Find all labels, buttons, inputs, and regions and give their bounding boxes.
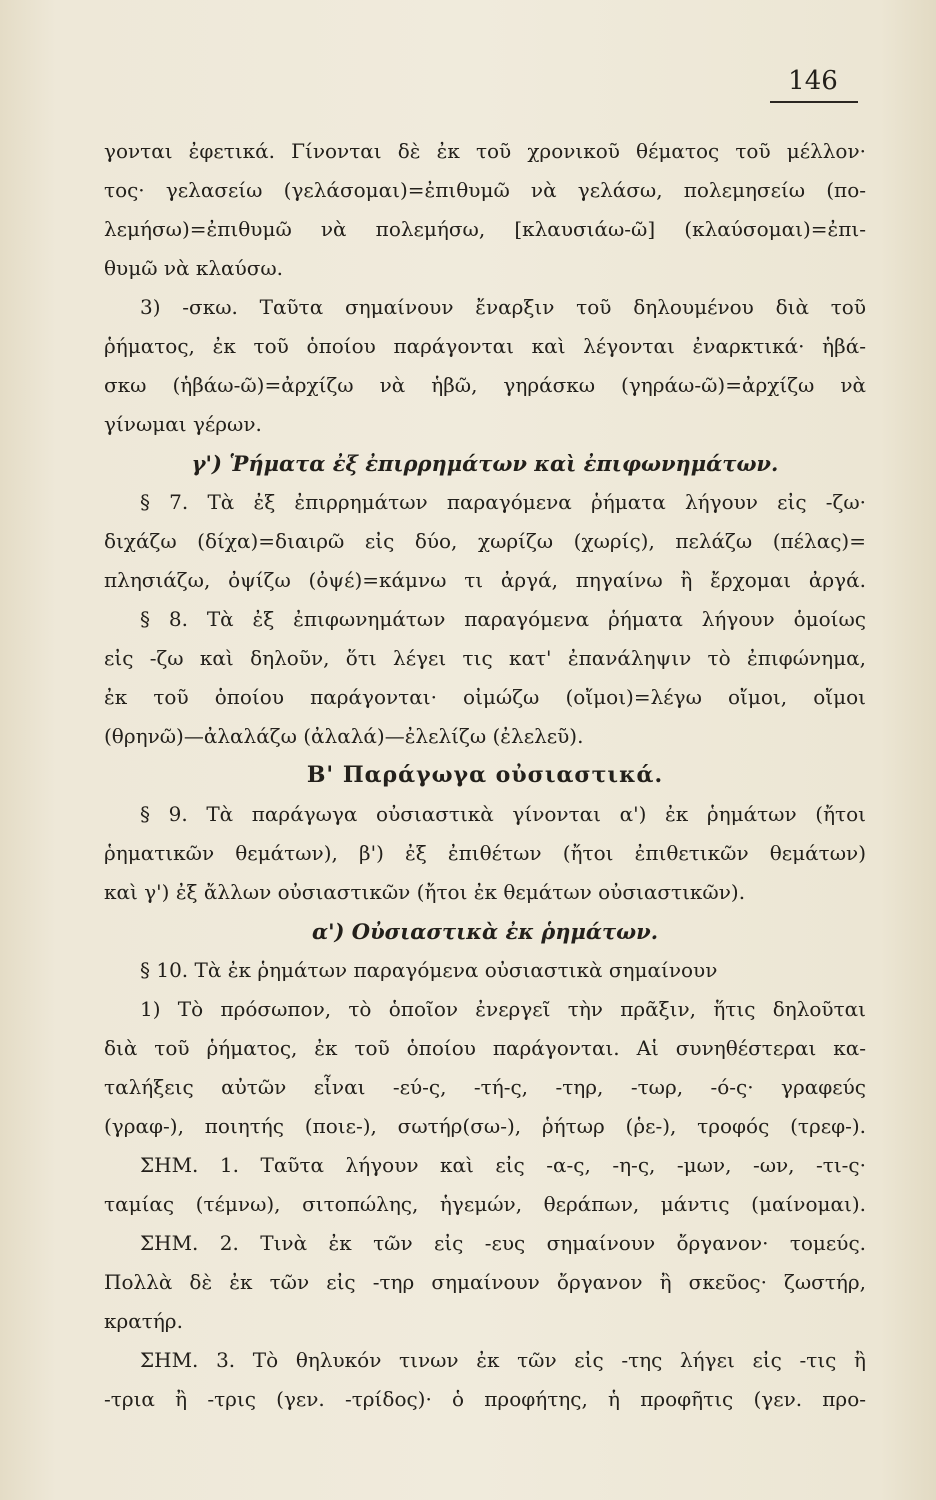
paragraph-9: § 9. Τὰ παράγωγα οὐσιαστικὰ γίνονται α') ἐκ ῥημάτων (ἤτοι — [140, 802, 866, 826]
paragraph-10: § 10. Τὰ ἐκ ῥημάτων παραγόμενα οὐσιαστικὰ σημαίνουν — [140, 958, 718, 982]
text-line: (θρηνῶ)—ἀλαλάζω (ἀλαλά)—ἐλελίζω (ἐλελεῦ). — [104, 724, 584, 748]
text-line: κρατήρ. — [104, 1309, 183, 1333]
text-line: σκω (ἡβάω-ῶ)=ἀρχίζω νὰ ἡβῶ, γηράσκω (γηράω-ῶ)=ἀρχίζω νὰ — [104, 373, 866, 397]
text-line: διὰ τοῦ ῥήματος, ἐκ τοῦ ὁποίου παράγονται. Αἱ συνηθέστεραι κα- — [104, 1036, 866, 1060]
section-heading-alpha: α') Οὐσιαστικὰ ἐκ ῥημάτων. — [311, 919, 659, 944]
text-line: τος· γελασείω (γελάσομαι)=ἐπιθυμῶ νὰ γελάσω, πολεμησείω (πο- — [104, 178, 866, 202]
text-line: γίνωμαι γέρων. — [104, 412, 262, 436]
text-line: -τρια ἢ -τρις (γεν. -τρίδος)· ὁ προφήτης, ἡ προφῆτις (γεν. προ- — [104, 1387, 866, 1411]
text-line: γονται ἐφετικά. Γίνονται δὲ ἐκ τοῦ χρονικοῦ θέματος τοῦ μέλλον· — [104, 139, 866, 163]
text-line: Πολλὰ δὲ ἐκ τῶν εἰς -τηρ σημαίνουν ὄργανον ἢ σκεῦος· ζωστήρ, — [104, 1270, 866, 1294]
text-line: καὶ γ') ἐξ ἄλλων οὐσιαστικῶν (ἤτοι ἐκ θεμάτων οὐσιαστικῶν). — [104, 880, 746, 904]
note-1: ΣΗΜ. 1. Ταῦτα λήγουν καὶ εἰς -α-ς, -η-ς, -μων, -ων, -τι-ς· — [140, 1153, 866, 1177]
page-number: 146 — [788, 66, 838, 96]
text-line: ταμίας (τέμνω), σιτοπώλης, ἡγεμών, θεράπων, μάντις (μαίνομαι). — [104, 1192, 866, 1216]
text-line: ταλήξεις αὐτῶν εἶναι -εύ-ς, -τή-ς, -τηρ, -τωρ, -ό-ς· γραφεύς — [104, 1075, 866, 1099]
note-2: ΣΗΜ. 2. Τινὰ ἐκ τῶν εἰς -ευς σημαίνουν ὄργανον· τομεύς. — [140, 1231, 866, 1255]
page-number-rule — [770, 101, 858, 103]
text-line: διχάζω (δίχα)=διαιρῶ εἰς δύο, χωρίζω (χωρίς), πελάζω (πέλας)= — [104, 529, 866, 553]
text-line: 1) Τὸ πρόσωπον, τὸ ὁποῖον ἐνεργεῖ τὴν πρᾶξιν, ἥτις δηλοῦται — [140, 997, 866, 1021]
paragraph-8: § 8. Τὰ ἐξ ἐπιφωνημάτων παραγόμενα ῥήματα λήγουν ὁμοίως — [140, 607, 866, 631]
text-line: ἐκ τοῦ ὁποίου παράγονται· οἰμώζω (οἴμοι)=λέγω οἴμοι, οἴμοι — [104, 685, 866, 709]
section-heading-b: Β' Παράγωγα οὐσιαστικά. — [306, 762, 664, 788]
text-line: ῥηματικῶν θεμάτων), β') ἐξ ἐπιθέτων (ἤτοι ἐπιθετικῶν θεμάτων) — [104, 841, 866, 865]
section-heading-gamma: γ') Ῥήματα ἐξ ἐπιρρημάτων καὶ ἐπιφωνημάτων. — [191, 451, 779, 476]
text-line: 3) -σκω. Ταῦτα σημαίνουν ἔναρξιν τοῦ δηλουμένου διὰ τοῦ — [140, 295, 866, 319]
paragraph-7: § 7. Τὰ ἐξ ἐπιρρημάτων παραγόμενα ῥήματα λήγουν εἰς -ζω· — [140, 490, 866, 514]
text-line: πλησιάζω, ὀψίζω (ὀψέ)=κάμνω τι ἀργά, πηγαίνω ἢ ἔρχομαι ἀργά. — [104, 568, 866, 592]
text-line: (γραφ-), ποιητής (ποιε-), σωτήρ(σω-), ῥήτωρ (ῥε-), τροφός (τρεφ-). — [104, 1114, 866, 1138]
text-line: λεμήσω)=ἐπιθυμῶ νὰ πολεμήσω, [κλαυσιάω-ῶ] (κλαύσομαι)=ἐπι- — [104, 217, 866, 241]
text-line: θυμῶ νὰ κλαύσω. — [104, 256, 284, 280]
body-text — [104, 132, 866, 1419]
note-3: ΣΗΜ. 3. Τὸ θηλυκόν τινων ἐκ τῶν εἰς -της λήγει εἰς -τις ἢ — [140, 1348, 866, 1372]
text-line: εἰς -ζω καὶ δηλοῦν, ὅτι λέγει τις κατ' ἐπανάληψιν τὸ ἐπιφώνημα, — [104, 646, 866, 670]
text-line: ῥήματος, ἐκ τοῦ ὁποίου παράγονται καὶ λέγονται ἐναρκτικά· ἡβά- — [104, 334, 866, 358]
